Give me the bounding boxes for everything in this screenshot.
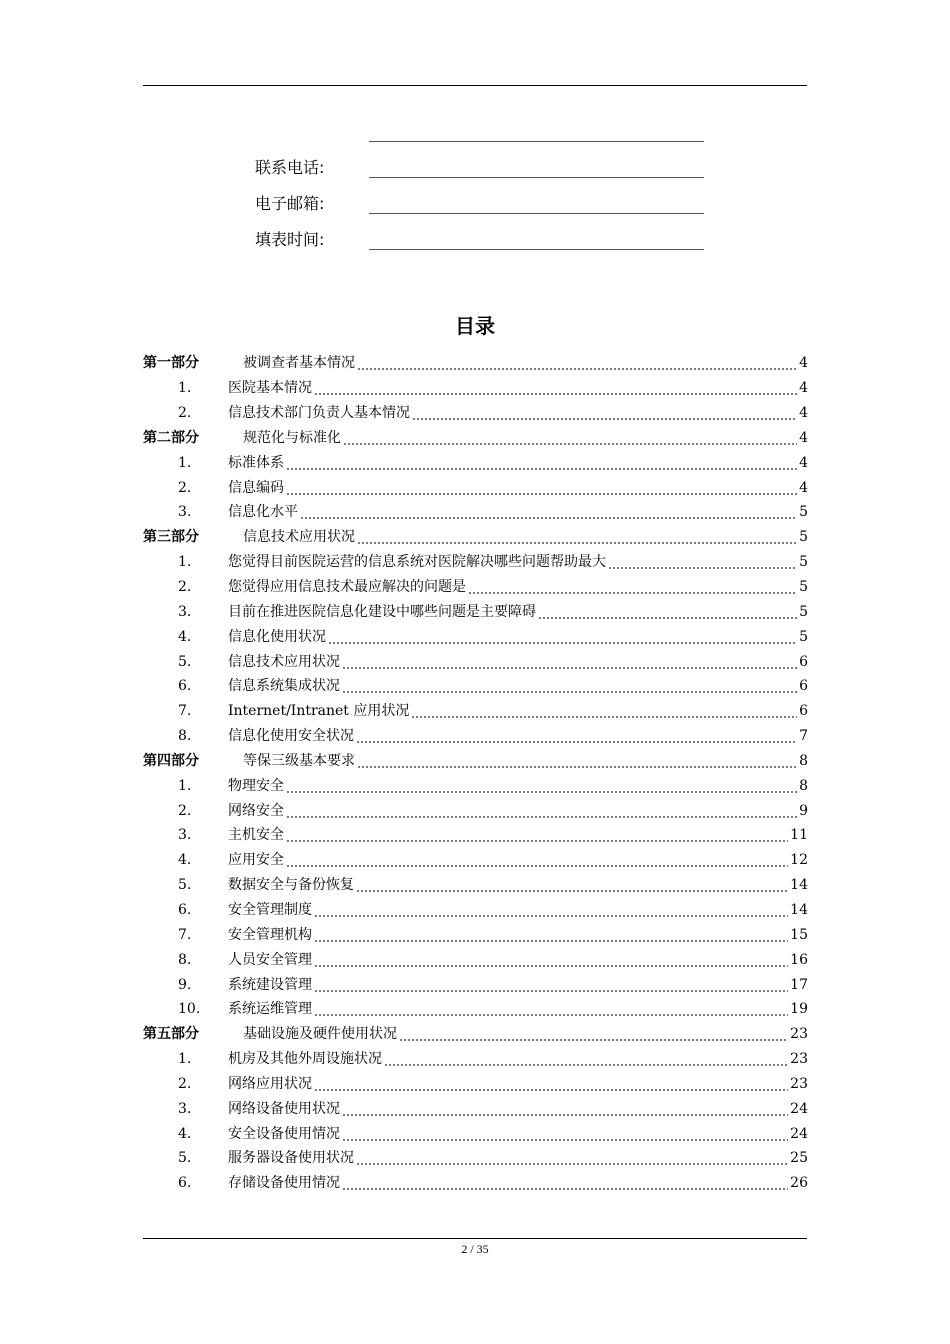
toc-entry-label: 您觉得目前医院运营的信息系统对医院解决哪些问题帮助最大 (228, 554, 606, 571)
toc-part-entry[interactable] (143, 749, 808, 774)
toc-entry-label: 网络设备使用状况 (228, 1100, 340, 1117)
toc-entry-label: 存储设备使用情况 (228, 1175, 340, 1192)
toc-sub-entry[interactable] (143, 674, 808, 699)
toc-dot-leader (314, 1002, 788, 1016)
toc-entry-page: 14 (790, 901, 808, 918)
toc-sub-entry[interactable] (143, 873, 808, 898)
toc-entry-number: 2. (178, 479, 192, 496)
date-label: 填表时间: (255, 230, 325, 249)
toc-sub-entry[interactable] (143, 1171, 808, 1196)
toc-entry-number: 1. (178, 1051, 192, 1068)
toc-part-entry[interactable] (143, 426, 808, 451)
toc-entry-page: 9 (799, 802, 808, 819)
toc-part-entry[interactable] (143, 525, 808, 550)
toc-entry-label: 机房及其他外周设施状况 (228, 1051, 382, 1068)
toc-entry-number: 1. (178, 454, 192, 471)
toc-entry-page: 5 (799, 603, 808, 620)
toc-entry-label: 网络安全 (228, 802, 284, 819)
header-rule (143, 85, 807, 86)
toc-entry-label: 您觉得应用信息技术最应解决的问题是 (228, 579, 466, 596)
toc-dot-leader (314, 381, 797, 395)
toc-entry-page: 16 (790, 951, 808, 968)
toc-part-entry[interactable] (143, 351, 808, 376)
toc-entry-number: 5. (178, 653, 192, 670)
toc-sub-entry[interactable] (143, 997, 808, 1022)
toc-entry-number: 3. (178, 504, 192, 521)
toc-entry-number: 第二部分 (143, 429, 199, 446)
phone-label: 联系电话: (255, 158, 325, 177)
toc-dot-leader (328, 630, 797, 644)
email-label: 电子邮箱: (255, 194, 325, 213)
toc-entry-label: 服务器设备使用状况 (228, 1150, 354, 1167)
toc-sub-entry[interactable] (143, 922, 808, 947)
toc-entry-label: 数据安全与备份恢复 (228, 877, 354, 894)
toc-entry-label: 应用安全 (228, 852, 284, 869)
toc-entry-label: 物理安全 (228, 777, 284, 794)
toc-entry-page: 5 (799, 579, 808, 596)
toc-sub-entry[interactable] (143, 401, 808, 426)
toc-entry-page: 4 (799, 429, 808, 446)
toc-sub-entry[interactable] (143, 1146, 808, 1171)
toc-sub-entry[interactable] (143, 475, 808, 500)
form-row (255, 106, 715, 142)
toc-sub-entry[interactable] (143, 624, 808, 649)
toc-sub-entry[interactable] (143, 972, 808, 997)
toc-entry-number: 2. (178, 405, 192, 422)
toc-entry-number: 8. (178, 951, 192, 968)
toc-entry-label: 信息系统集成状况 (228, 678, 340, 695)
form-row-phone (255, 142, 715, 178)
toc-entry-number: 6. (178, 901, 192, 918)
toc-dot-leader (286, 828, 788, 842)
toc-sub-entry[interactable] (143, 500, 808, 525)
toc-entry-number: 第一部分 (143, 355, 199, 372)
toc-sub-entry[interactable] (143, 649, 808, 674)
toc-entry-number: 8. (178, 728, 192, 745)
toc-entry-page: 4 (799, 405, 808, 422)
toc-entry-number: 4. (178, 1125, 192, 1142)
toc-dot-leader (356, 1151, 788, 1165)
toc-dot-leader (608, 555, 797, 569)
toc-sub-entry[interactable] (143, 550, 808, 575)
toc-sub-entry[interactable] (143, 1096, 808, 1121)
toc-entry-number: 第五部分 (143, 1026, 199, 1043)
toc-entry-page: 4 (799, 454, 808, 471)
toc-dot-leader (286, 481, 797, 495)
toc-entry-label: 信息技术应用状况 (228, 653, 340, 670)
form-row-date (255, 214, 715, 250)
toc-entry-page: 14 (790, 877, 808, 894)
toc-entry-label: 目前在推进医院信息化建设中哪些问题是主要障碍 (228, 603, 536, 620)
toc-entry-number: 1. (178, 777, 192, 794)
toc-entry-number: 9. (178, 976, 192, 993)
form-row-email (255, 178, 715, 214)
toc-entry-label: 被调查者基本情况 (243, 355, 355, 372)
toc-sub-entry[interactable] (143, 898, 808, 923)
toc-entry-page: 17 (790, 976, 808, 993)
toc-sub-entry[interactable] (143, 773, 808, 798)
toc-entry-label: 基础设施及硬件使用状况 (243, 1026, 397, 1043)
toc-entry-label: 系统运维管理 (228, 1001, 312, 1018)
toc-dot-leader (357, 356, 797, 370)
toc-dot-leader (384, 1052, 788, 1066)
toc-entry-page: 23 (790, 1026, 808, 1043)
toc-entry-label: 人员安全管理 (228, 951, 312, 968)
toc-entry-label: 信息技术部门负责人基本情况 (228, 405, 410, 422)
toc-entry-label: 安全管理制度 (228, 901, 312, 918)
toc-dot-leader (314, 978, 788, 992)
toc-entry-number: 3. (178, 827, 192, 844)
toc-dot-leader (342, 1102, 788, 1116)
toc-entry-label: 信息化使用状况 (228, 628, 326, 645)
toc-dot-leader (314, 953, 788, 967)
toc-sub-entry[interactable] (143, 376, 808, 401)
toc-entry-label: 信息编码 (228, 479, 284, 496)
table-of-contents (143, 351, 808, 1196)
footer-rule (143, 1238, 807, 1239)
toc-entry-label: 安全设备使用情况 (228, 1125, 340, 1142)
toc-dot-leader (342, 1127, 788, 1141)
toc-entry-number: 1. (178, 380, 192, 397)
toc-entry-number: 6. (178, 678, 192, 695)
toc-dot-leader (314, 928, 788, 942)
toc-sub-entry[interactable] (143, 1121, 808, 1146)
toc-dot-leader (314, 903, 788, 917)
toc-dot-leader (286, 456, 797, 470)
toc-entry-label: 主机安全 (228, 827, 284, 844)
toc-sub-entry[interactable] (143, 947, 808, 972)
toc-entry-page: 5 (799, 554, 808, 571)
toc-entry-page: 5 (799, 529, 808, 546)
toc-entry-page: 7 (799, 728, 808, 745)
toc-entry-label: 标准体系 (228, 454, 284, 471)
toc-sub-entry[interactable] (143, 599, 808, 624)
toc-entry-number: 2. (178, 1075, 192, 1092)
toc-entry-page: 6 (799, 703, 808, 720)
toc-sub-entry[interactable] (143, 1047, 808, 1072)
toc-sub-entry[interactable] (143, 450, 808, 475)
toc-entry-page: 23 (790, 1051, 808, 1068)
toc-entry-page: 5 (799, 504, 808, 521)
toc-entry-number: 第三部分 (143, 529, 199, 546)
toc-entry-number: 3. (178, 603, 192, 620)
toc-entry-page: 26 (790, 1175, 808, 1192)
toc-entry-number: 第四部分 (143, 752, 199, 769)
toc-entry-page: 6 (799, 653, 808, 670)
toc-entry-number: 2. (178, 579, 192, 596)
toc-dot-leader (342, 1176, 788, 1190)
toc-entry-number: 2. (178, 802, 192, 819)
toc-entry-page: 24 (790, 1125, 808, 1142)
toc-sub-entry[interactable] (143, 699, 808, 724)
page-number: 2 / 35 (461, 1242, 489, 1256)
toc-entry-number: 7. (178, 703, 192, 720)
toc-entry-label: 安全管理机构 (228, 926, 312, 943)
toc-sub-entry[interactable] (143, 848, 808, 873)
toc-entry-label: 信息化水平 (228, 504, 298, 521)
toc-dot-leader (357, 530, 797, 544)
toc-entry-page: 5 (799, 628, 808, 645)
toc-entry-page: 4 (799, 479, 808, 496)
toc-sub-entry[interactable] (143, 575, 808, 600)
toc-entry-page: 23 (790, 1075, 808, 1092)
toc-dot-leader (411, 704, 797, 718)
toc-entry-label: 信息化使用安全状况 (228, 728, 354, 745)
toc-dot-leader (286, 853, 788, 867)
toc-entry-page: 8 (799, 777, 808, 794)
toc-dot-leader (286, 804, 797, 818)
toc-entry-number: 1. (178, 554, 192, 571)
toc-entry-number: 10. (178, 1001, 201, 1018)
toc-entry-page: 8 (799, 752, 808, 769)
toc-entry-label: 信息技术应用状况 (243, 529, 355, 546)
toc-entry-page: 15 (790, 926, 808, 943)
toc-entry-number: 7. (178, 926, 192, 943)
toc-dot-leader (342, 655, 797, 669)
contact-form (255, 106, 715, 250)
toc-entry-label: 系统建设管理 (228, 976, 312, 993)
toc-entry-number: 4. (178, 628, 192, 645)
date-fill-line[interactable] (369, 249, 704, 250)
toc-sub-entry[interactable] (143, 724, 808, 749)
toc-title: 目录 (455, 314, 495, 338)
toc-entry-page: 4 (799, 355, 808, 372)
toc-sub-entry[interactable] (143, 823, 808, 848)
toc-dot-leader (343, 431, 797, 445)
toc-dot-leader (357, 754, 797, 768)
toc-dot-leader (356, 878, 788, 892)
toc-entry-label: 等保三级基本要求 (243, 752, 355, 769)
toc-entry-label: 医院基本情况 (228, 380, 312, 397)
toc-dot-leader (300, 505, 797, 519)
toc-entry-number: 3. (178, 1100, 192, 1117)
toc-dot-leader (356, 729, 797, 743)
toc-entry-page: 6 (799, 678, 808, 695)
toc-dot-leader (286, 779, 797, 793)
toc-sub-entry[interactable] (143, 1071, 808, 1096)
toc-entry-page: 4 (799, 380, 808, 397)
toc-entry-label: 网络应用状况 (228, 1075, 312, 1092)
toc-entry-number: 5. (178, 877, 192, 894)
toc-dot-leader (314, 1077, 788, 1091)
toc-entry-number: 6. (178, 1175, 192, 1192)
toc-entry-page: 12 (790, 852, 808, 869)
toc-entry-number: 5. (178, 1150, 192, 1167)
toc-dot-leader (412, 406, 797, 420)
toc-dot-leader (342, 679, 797, 693)
toc-entry-page: 19 (790, 1001, 808, 1018)
toc-dot-leader (538, 605, 797, 619)
toc-entry-label: 规范化与标准化 (243, 429, 341, 446)
toc-dot-leader (399, 1027, 788, 1041)
toc-sub-entry[interactable] (143, 798, 808, 823)
toc-entry-page: 11 (790, 827, 808, 844)
toc-entry-label: Internet/Intranet 应用状况 (228, 703, 410, 720)
toc-entry-page: 24 (790, 1100, 808, 1117)
toc-entry-number: 4. (178, 852, 192, 869)
toc-entry-page: 25 (790, 1150, 808, 1167)
toc-dot-leader (468, 580, 797, 594)
toc-part-entry[interactable] (143, 1022, 808, 1047)
